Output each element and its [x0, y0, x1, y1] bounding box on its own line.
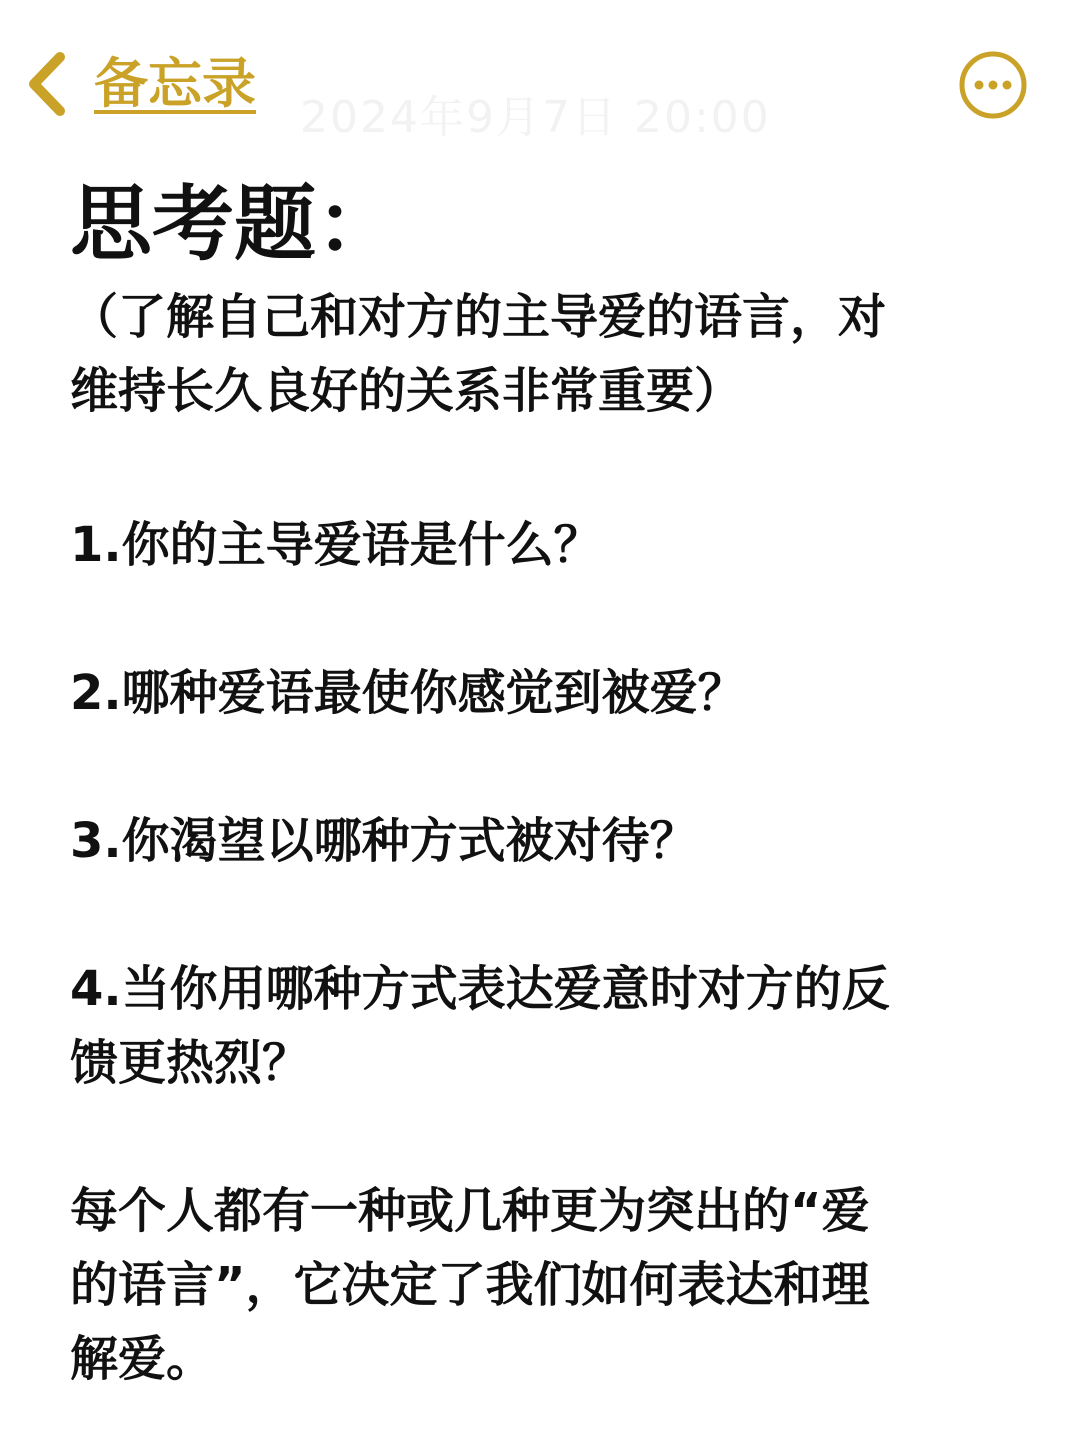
- question-4-line: 馈更热烈？: [70, 1035, 311, 1091]
- note-subtitle-line: （了解自己和对方的主导爱的语言，对: [70, 289, 887, 345]
- closing-paragraph-line: 解爱。: [70, 1331, 215, 1387]
- closing-paragraph-line: 的语言”，它决定了我们如何表达和理: [70, 1257, 870, 1313]
- question-4-line: 4.当你用哪种方式表达爱意时对方的反: [70, 961, 890, 1017]
- ellipsis-circle-icon: [958, 50, 1028, 120]
- navigation-bar: [0, 0, 1080, 160]
- question-3: 3.你渴望以哪种方式被对待？: [70, 813, 698, 869]
- note-timestamp: 2024年9月7日 20:00: [300, 92, 771, 143]
- back-button-label: 备忘录: [94, 52, 256, 115]
- note-body[interactable]: [70, 170, 1030, 1396]
- question-1: 1.你的主导爱语是什么？: [70, 517, 602, 573]
- chevron-left-icon: [24, 51, 68, 117]
- note-title: 思考题：: [70, 177, 399, 272]
- note-subtitle-line: 维持长久良好的关系非常重要）: [70, 363, 743, 419]
- more-options-button[interactable]: [958, 50, 1028, 120]
- back-button[interactable]: [24, 48, 256, 120]
- closing-paragraph-line: 每个人都有一种或几种更为突出的“爱: [70, 1183, 870, 1239]
- question-2: 2.哪种爱语最使你感觉到被爱？: [70, 665, 746, 721]
